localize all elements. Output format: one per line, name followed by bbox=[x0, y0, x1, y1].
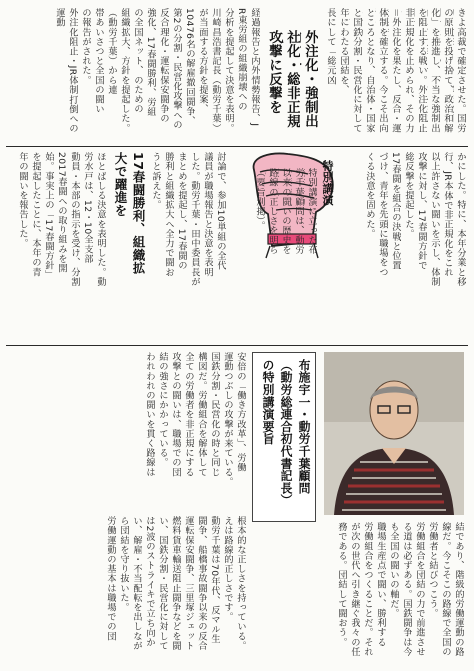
article-column: 行、JR本体で非正規化をこれ bbox=[442, 152, 453, 278]
article-column: （動労千葉）から連 bbox=[106, 8, 117, 95]
lecture-column: 闘争、船橋事故闘争以来の反合 bbox=[196, 516, 207, 651]
article-column: 動員・本部の指示を受け、分割 bbox=[69, 152, 80, 287]
article-column: かにした。特に、本年分業と移 bbox=[455, 152, 466, 287]
headline: 17春闘勝利、組織拡 bbox=[131, 152, 146, 275]
article-column: 総反撃を提起した。 bbox=[403, 152, 414, 239]
lecture-column: 根本的な正しさを持っている。 bbox=[235, 516, 246, 651]
article-column: 2017春闘への取り組みを開 bbox=[56, 152, 67, 273]
lecture-title: 布施宇一・動労千葉顧問 bbox=[297, 359, 311, 495]
lecture-column: 務である。団結して闘おう。 bbox=[336, 522, 347, 647]
article-column: 討論で、参加10単組の全代 bbox=[215, 152, 226, 271]
lecture-column: が次の世代へ引き継ぐ我々の任 bbox=[349, 522, 360, 657]
article-column: 始。事実上の「17春闘方針」 bbox=[43, 152, 54, 280]
article-column: 以上許さない闘いを示し、体制 bbox=[429, 152, 440, 287]
article-column: くる決意を固めた。 bbox=[364, 152, 375, 239]
article-column: 第2の分割・民営化攻撃への bbox=[171, 8, 182, 130]
article-column: 経過報告と内外情勢報告、J bbox=[249, 8, 260, 127]
section-divider-top bbox=[6, 146, 468, 147]
lecture-column: い、解雇・不当配転を出しなが bbox=[131, 516, 142, 651]
lecture-column: 安倍の「働き方改革」、労働 bbox=[235, 352, 246, 473]
speaker-portrait-icon bbox=[324, 352, 464, 515]
article-column: 体制を確立する。今こそ出向 bbox=[377, 8, 388, 133]
article-column: 非正規化を止められ、その力 bbox=[403, 8, 414, 133]
article-column: の原則を投げ捨て、政治和解 bbox=[442, 8, 453, 133]
article-column: を提起したことに、本年の青 bbox=[30, 152, 41, 277]
speaker-photo bbox=[324, 352, 464, 515]
lecture-column: 結であり、階級的労働運動の路 bbox=[453, 522, 464, 657]
lecture-column: 労働運動の基本は職場での団 bbox=[105, 516, 116, 641]
article-column: ところとなり、自治体・国家 bbox=[364, 8, 375, 133]
lecture-column: 線だ。今こそこの路線で全国の bbox=[440, 522, 451, 657]
lecture-column: 運動つぶしの攻撃が来ている。 bbox=[222, 352, 233, 487]
article-column: 帯あいさつと全国の闘い bbox=[93, 8, 104, 114]
headline: 外注化・強制出 bbox=[302, 30, 318, 128]
lecture-column: い、国鉄分割・民営化に対して bbox=[157, 516, 168, 651]
lecture-column: 攻撃との闘いは、職場での団 bbox=[170, 352, 181, 477]
article-column: きよ高裁で確定させた。国労 bbox=[455, 8, 466, 133]
article-column: を阻止する戦い。外注化阻止 bbox=[416, 8, 427, 133]
article-column: 労千葉顧問は、動労 bbox=[293, 168, 304, 255]
article-column: 長にして「総元凶 bbox=[325, 8, 336, 85]
article-column: 勝利と組織拡大へ全力で闘お bbox=[163, 152, 174, 277]
lecture-title-box bbox=[252, 352, 316, 522]
lecture-column: 全ての労働者を非正規にする bbox=[183, 352, 194, 477]
article-column: R東労組の組織崩壊への bbox=[236, 8, 247, 111]
article-column: した。動労千葉・田中委員長が bbox=[189, 152, 200, 287]
lecture-column: 結の強さにかかっている。 bbox=[157, 352, 168, 468]
article-column: 化」を推進し、不当な強制出 bbox=[429, 8, 440, 133]
article-column: 年にわたる団結を、 bbox=[338, 8, 349, 95]
lecture-column: 労働組合をつくることだ。それ bbox=[362, 522, 373, 657]
article-column: ＝外注化を果たし、反合・運 bbox=[390, 8, 401, 133]
article-column: の報告がされた。 bbox=[80, 8, 91, 85]
article-column: が当面する方針を提案、 bbox=[197, 8, 208, 114]
lecture-column: は2波のストライキで立ち向か bbox=[144, 516, 155, 648]
article-column: 特別講演に立った布 bbox=[306, 168, 317, 255]
lecture-column: 労働者と結びつこう。 bbox=[427, 522, 438, 618]
lecture-column: 労働組合を団結の力で前進させ bbox=[414, 522, 425, 657]
article-column: 攻撃に対し、17春闘方針で bbox=[416, 152, 427, 271]
article-column: 以来の闘いの歴史を bbox=[280, 168, 291, 255]
subheading: 特別講演 bbox=[321, 160, 334, 206]
lecture-column: 国鉄分割・民営化の時と同じ bbox=[209, 352, 220, 477]
lecture-column: 燃料貨車輸送阻止闘争などを闘 bbox=[170, 516, 181, 651]
lecture-column: われわれの闘いを貫く路線は bbox=[144, 352, 155, 477]
article-column: うと訴えた。 bbox=[150, 152, 161, 210]
article-column: 外注化阻止・JR体制打倒への bbox=[67, 8, 78, 134]
lecture-column: る道は必ずある。国鉄闘争は今 bbox=[401, 522, 412, 657]
article-column: 17春闘を組合の決戦と位置 bbox=[390, 152, 401, 271]
lecture-column: 構図だ。労働組合を解体して bbox=[196, 352, 207, 477]
lecture-column: も全国の闘いの軸だ。 bbox=[388, 522, 399, 618]
headline: 社化・総非正規 bbox=[284, 30, 300, 128]
article-column: ほとばしる決意を表明した。動 bbox=[95, 152, 106, 287]
article-column: 10476名の解雇撤回闘争、 bbox=[184, 8, 195, 126]
article-column: 年の闘いを報告した。 bbox=[17, 152, 28, 248]
article-column: 運動 bbox=[54, 8, 65, 28]
article-column: 路線の正しさを明ら bbox=[267, 168, 278, 255]
section-divider-bottom bbox=[6, 345, 468, 346]
article-column: 川崎昌浩書記長（動労千葉） bbox=[210, 8, 221, 133]
article-column: づけ、青年を先頭に職場をつ bbox=[377, 152, 388, 277]
lecture-caption: の特別講演要旨 bbox=[261, 359, 275, 446]
lecture-column: 職場生産点で闘い、勝利する bbox=[375, 522, 386, 647]
lecture-subtitle: （動労総連合初代書記長） bbox=[279, 359, 293, 507]
article-column: と国鉄分割・民営化に対して bbox=[351, 8, 362, 133]
lecture-column: えは路線的正しさです。 bbox=[222, 516, 233, 622]
headline: 攻撃に反撃を bbox=[266, 30, 282, 114]
lecture-column: 動労千葉は70年代、反マル生 bbox=[209, 516, 220, 644]
article-column: 労水戸は、12・10全支部 bbox=[82, 152, 93, 264]
article-column: （要旨別掲）。 bbox=[254, 168, 265, 231]
article-column: の全国ネット、のための bbox=[132, 8, 143, 114]
article-column: まとめを提起し、17春闘の bbox=[176, 152, 187, 271]
article-column: 分析を提起して決意を表明。 bbox=[223, 8, 234, 133]
article-column: 議員が職場報告と決意を表明 bbox=[202, 152, 213, 277]
lecture-column: ら団結を守り抜いた。 bbox=[118, 516, 129, 612]
article-column: 組織拡大、方針を提起した。 bbox=[119, 8, 130, 133]
article-column: 反合理化・運転保安闘争の bbox=[158, 8, 169, 124]
article-column: 強化、17春闘勝利、労組 bbox=[145, 8, 156, 117]
headline: 大で躍進を bbox=[113, 152, 128, 217]
lecture-column: 運転保安闘争、三里塚ジェット bbox=[183, 516, 194, 651]
